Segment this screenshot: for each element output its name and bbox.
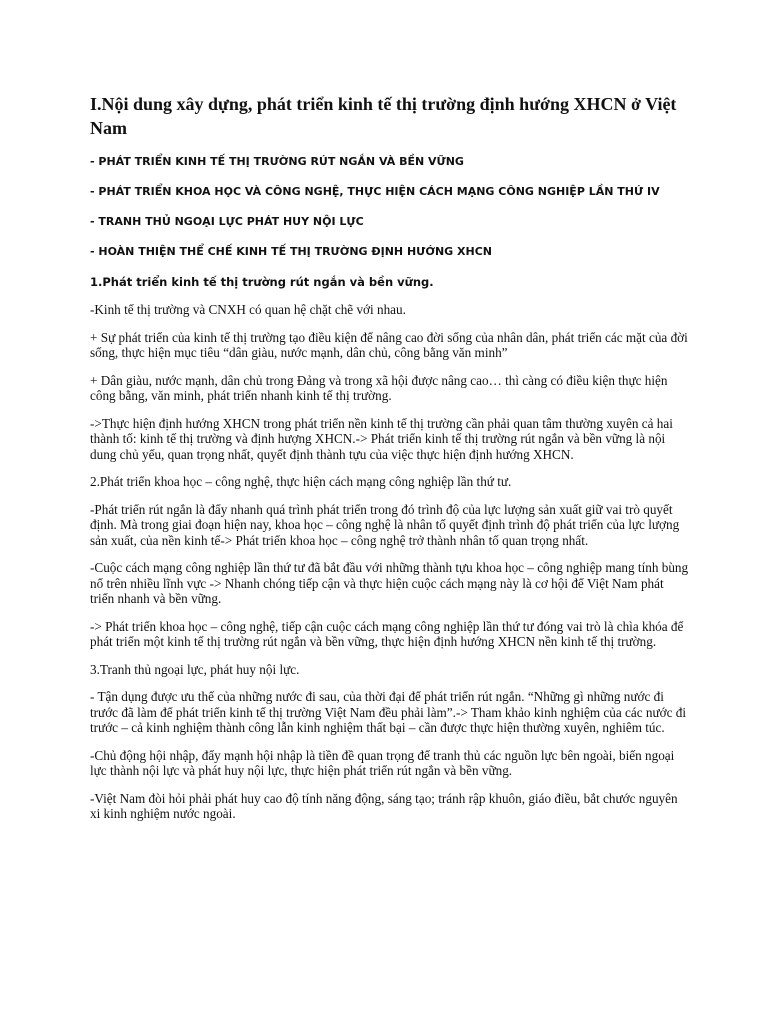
heading-1: - PHÁT TRIỂN KINH TẾ THỊ TRƯỜNG RÚT NGẮN VÀ BỀN VỮNG bbox=[90, 155, 464, 168]
paragraph: + Sự phát triển của kinh tế thị trường tạo điều kiện để nâng cao đời sống của nhân dân, phát triển các mặt của đời sống, thực hiện mục tiêu “dân giàu, nước mạnh, dân chủ, công bằng văn minh” bbox=[90, 329, 688, 360]
paragraph: -Kinh tế thị trường và CNXH có quan hệ chặt chẽ với nhau. bbox=[90, 302, 406, 317]
paragraph: -> Phát triển khoa học – công nghệ, tiếp cận cuộc cách mạng công nghiệp lần thứ tư đóng vai trò là chìa khóa để phát triển một kinh tế thị trường rút ngắn và bền vững, thực hiện định hướng XHCN nền kinh tế thị trường. bbox=[90, 618, 684, 649]
paragraph: -Việt Nam đòi hỏi phải phát huy cao độ tính năng động, sáng tạo; tránh rập khuôn, giáo điều, bắt chước nguyên xi kinh nghiệm nước ngoài. bbox=[90, 790, 678, 821]
document-page bbox=[90, 92, 690, 834]
section-2-title: 2.Phát triển khoa học – công nghệ, thực hiện cách mạng công nghiệp lần thứ tư. bbox=[90, 474, 512, 489]
heading-2: - PHÁT TRIỂN KHOA HỌC VÀ CÔNG NGHỆ, THỰC HIỆN CÁCH MẠNG CÔNG NGHIỆP LẦN THỨ IV bbox=[90, 185, 660, 198]
section-3-title: 3.Tranh thủ ngoại lực, phát huy nội lực. bbox=[90, 661, 300, 677]
paragraph: -Phát triển rút ngắn là đẩy nhanh quá trình phát triển trong đó trình độ của lực lượng sản xuất giữ vai trò quyết định. Mà trong giai đoạn hiện nay, khoa học – công nghệ là nhân tố quyết định trình độ phát triển của lực lượng sản xuất, của nền kinh tế-> Phát triển khoa học – công nghệ trở thành nhân tố quan trọng nhất. bbox=[90, 501, 680, 548]
paragraph: -Chủ động hội nhập, đẩy mạnh hội nhập là tiền đề quan trọng để tranh thủ các nguồn lực bên ngoài, biến ngoại lực thành nội lực và phát huy nội lực, thực hiện phát triển rút ngắn và bền vững. bbox=[90, 747, 675, 778]
paragraph: - Tận dụng được ưu thế của những nước đi sau, của thời đại để phát triển rút ngắn. “Những gì những nước đi trước đã làm để phát triển kinh tế thị trường Việt Nam đều phải làm”.-> Tham khảo kinh nghiệm của các nước đi trước – cả kinh nghiệm thành công lẫn kinh nghiệm thất bại – cần được thực hiện thường xuyên, nghiêm túc. bbox=[90, 689, 686, 735]
paragraph: -Cuộc cách mạng công nghiệp lần thứ tư đã bắt đầu với những thành tựu khoa học – công nghiệp mang tính bùng nổ trên nhiều lĩnh vực -> Nhanh chóng tiếp cận và thực hiện cuộc cách mạng này là cơ hội để Việt Nam phát triển nhanh và bền vững. bbox=[90, 560, 689, 606]
heading-4: - HOÀN THIỆN THỂ CHẾ KINH TẾ THỊ TRƯỜNG ĐỊNH HƯỚNG XHCN bbox=[90, 245, 492, 258]
section-1-title: 1.Phát triển kinh tế thị trường rút ngắn và bền vững. bbox=[90, 275, 434, 289]
document-title: I.Nội dung xây dựng, phát triển kinh tế thị trường định hướng XHCN ở Việt Nam bbox=[90, 94, 677, 138]
paragraph: ->Thực hiện định hướng XHCN trong phát triển nền kinh tế thị trường cần phải quan tâm thường xuyên cả hai thành tố: kinh tế thị trường và định hượng XHCN.-> Phát triển kinh tế thị trường rút ngắn và bền vững là nội dung chủ yếu, quan trọng nhất, quyết định thành tựu của việc thực hiện định hướng XHCN. bbox=[90, 415, 673, 462]
heading-3: - TRANH THỦ NGOẠI LỰC PHÁT HUY NỘI LỰC bbox=[90, 215, 364, 228]
paragraph: + Dân giàu, nước mạnh, dân chủ trong Đảng và trong xã hội được nâng cao… thì càng có điều kiện thực hiện công bằng, văn minh, phát triển nhanh kinh tế thị trường. bbox=[90, 372, 668, 403]
